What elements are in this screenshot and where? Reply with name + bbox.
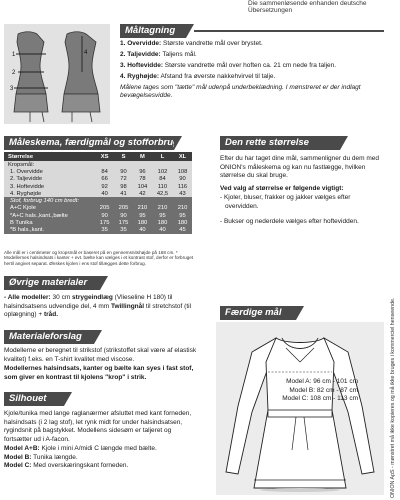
right-size-title: Den rette størrelse — [225, 137, 309, 148]
silhouet-text — [4, 410, 200, 471]
table-group-row: Kropsmål: — [4, 161, 192, 168]
materiale-para-1: Modellerne er beregnet til strikstof (strikstoffet skal være af elastisk kvalitet) f.eks. en T-shirt kvalitet med viscose. — [4, 347, 197, 363]
table-header-cell: XL — [173, 152, 192, 161]
svg-text:3: 3 — [10, 86, 14, 92]
top-note-line-2: Übersetzungen — [248, 7, 293, 14]
table-group-row: Stof, forbrug 140 cm bredt: — [4, 197, 192, 204]
section-header-oevrige — [4, 276, 100, 290]
right-size-para-2: Ved valg af størrelse er følgende vigtigt: — [220, 184, 344, 192]
table-row: 4. Ryghøjde 40 41 42 42,5 43 — [4, 190, 192, 197]
top-note-line-1: Die sammenløsende enhanden deutsche — [248, 0, 367, 7]
measurement-item: 3. Hoftevidde: Største vandrette mål over hoften ca. 21 cm nede fra taljen. — [120, 61, 337, 69]
finished-measurement-line: Model A: 96 cm - 101 cm — [286, 378, 358, 385]
silhouet-item: Model B: Tunika længde. — [4, 453, 78, 461]
silhouet-item: Model A+B: Kjole i mini A/midi C længde med bælte. — [4, 444, 157, 452]
table-row: B Tunika 175 175 180 180 180 — [4, 219, 192, 226]
materiale-title: Materialeforslag — [9, 331, 82, 342]
measurement-list — [120, 40, 380, 103]
measurement-item: 4. Ryghøjde: Afstand fra øverste nakkehvirvel til talje. — [120, 72, 276, 80]
measurement-item: 2. Taljevidde: Taljens mål. — [120, 50, 197, 58]
svg-text:1: 1 — [12, 52, 16, 58]
finished-measurement-line: Model C: 108 cm - 113 cm — [282, 395, 358, 403]
table-header-cell: M — [133, 152, 152, 161]
section-header-materiale — [4, 330, 94, 344]
size-table — [4, 152, 192, 234]
section-header-size-table — [4, 136, 179, 150]
right-size-text — [220, 155, 382, 226]
faerdig-title: Færdige mål — [225, 307, 282, 318]
header-rule — [194, 30, 384, 32]
measurement-item: 1. Overvidde: Største vandrette mål over brystet. — [120, 40, 263, 47]
svg-text:2: 2 — [12, 70, 16, 76]
finished-measurement-line: Model B: 82 cm - 87 cm — [289, 386, 358, 394]
measurement-note: Målene tages som "tætte" mål udenpå underbeklædning. I mønstreret er der indlagt bevægelsesvidde. — [120, 83, 361, 100]
top-note — [248, 0, 367, 14]
right-size-bullet: - Bukser og nederdele vælges efter hoftevidden. — [220, 217, 359, 225]
table-row: *B hals.,kant. 35 35 40 40 45 — [4, 227, 192, 234]
size-table-title: Måleskema, færdigmål og stofforbrug — [9, 137, 179, 148]
table-header-cell: Størrelse — [4, 152, 95, 161]
section-header-right-size — [220, 136, 340, 150]
silhouet-item: Model C: Med overskæringskant forneden. — [4, 462, 129, 470]
materiale-para-2: Modellernes halsindsats, kanter og bælte kan syes i fast stof, som giver en kontrast til kjolens "krop" i strik. — [4, 365, 194, 382]
oevrige-line: - Alle modeller: 30 cm strygeindlæg (Vlieseline H 180) til halsindsatsens udvendige del, 4 mm Twillingnål til stretchstof (til oplægning) + tråd. — [4, 294, 192, 319]
oevrige-text — [4, 294, 200, 320]
table-footnote: Alle mål er i centimeter og kropsmål er baseret på en gennemsnitshøjde på 168 cm. * Modellernes halsindsats i kanter + evt. bælte kan vælges i et kontrast stof, derfor er forbruget hertil angivet separat. Ønskes kjolen i ens stof tillægges dette forbrug. — [4, 250, 194, 266]
materiale-text — [4, 347, 200, 383]
silhouet-para: Kjole/tunika med lange raglanærmer afsluttet med kant forneden, halsindsats (i 2 lag stof), let rynk midt for under halsindsatsen, rygindsnit på bagstykket. Modellens sidesøm er taljeret og fortsætter ud i A-facon. — [4, 410, 192, 444]
table-row: *A+C hals.,kant.,bælte 90 90 95 95 95 — [4, 212, 192, 219]
section-header-maaltagning — [120, 24, 186, 38]
table-header-cell: L — [152, 152, 173, 161]
table-header-row — [4, 152, 192, 161]
table-header-cell: S — [114, 152, 133, 161]
table-row: A+C Kjole 205 205 210 210 210 — [4, 205, 192, 212]
finished-measurements-figure — [216, 322, 384, 495]
side-credit: ONION ApS - mønstret må ikke kopieres og må ikke bruges i kommerciel henseende. — [390, 297, 396, 498]
table-row: 3. Hoftevidde 92 98 104 110 116 — [4, 183, 192, 190]
finished-measurements-list — [248, 378, 358, 404]
table-row: 2. Taljevidde 66 72 78 84 90 — [4, 176, 192, 183]
table-row: 1. Overvidde 84 90 96 102 108 — [4, 168, 192, 175]
right-size-bullet: - Kjoler, bluser, frakker og jakker vælges efter overvidden. — [220, 194, 351, 210]
maaltagning-title: Måltagning — [125, 25, 176, 36]
section-header-faerdig — [220, 306, 296, 320]
svg-text:4: 4 — [84, 50, 88, 56]
silhouet-title: Silhouet — [9, 393, 47, 404]
section-header-silhouet — [4, 392, 64, 406]
table-header-cell: XS — [95, 152, 114, 161]
right-size-para-1: Efter du har taget dine mål, sammenligner du dem med ONION's måleskema og kan nu fastlægge, hvilken størrelse du skal bruge. — [220, 155, 379, 180]
body-measurement-figure — [4, 24, 110, 124]
oevrige-title: Øvrige materialer — [9, 277, 88, 288]
